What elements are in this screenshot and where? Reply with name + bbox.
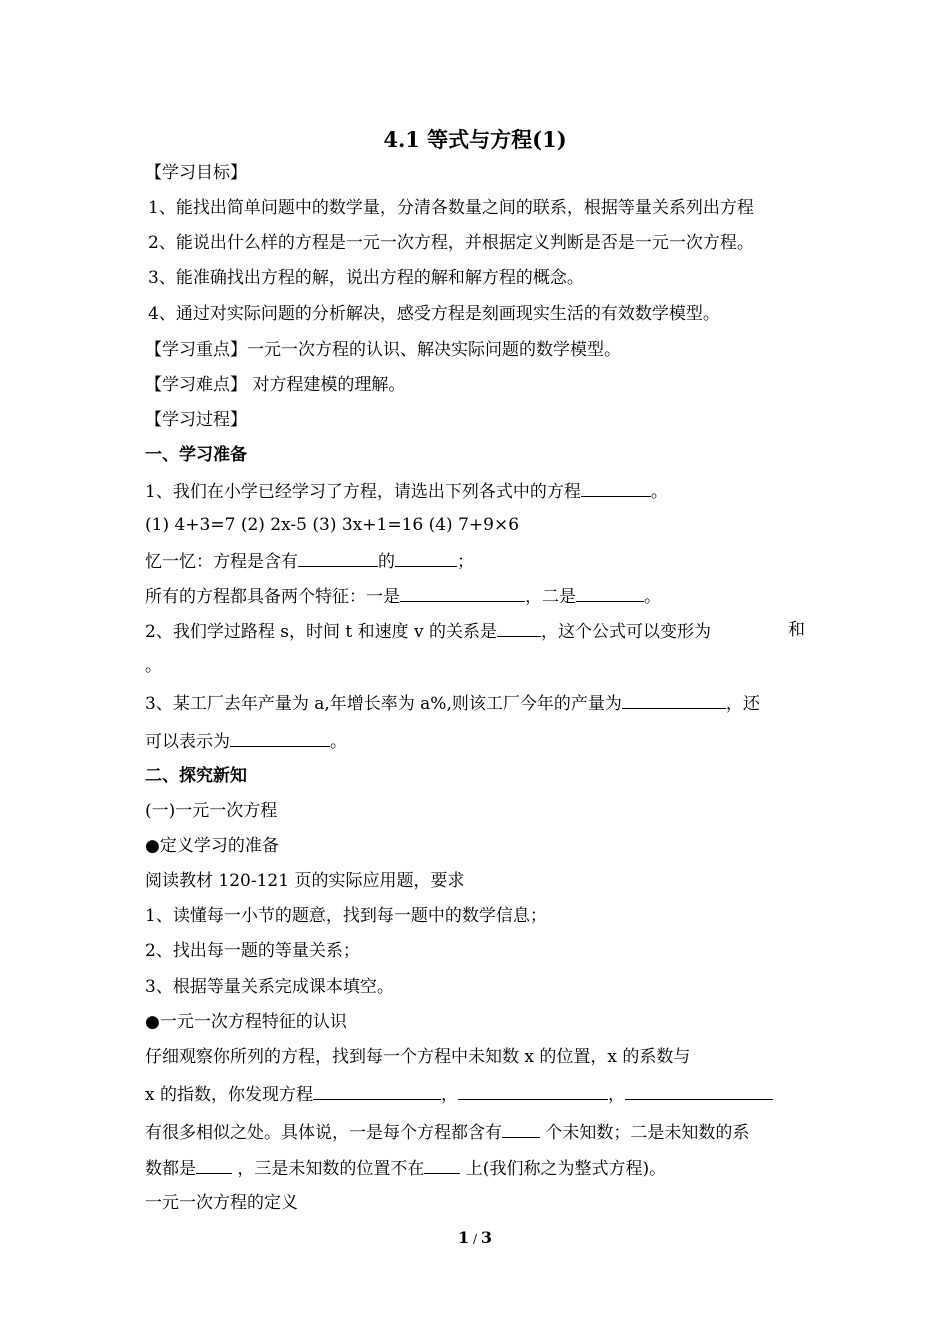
answer-blank[interactable] xyxy=(576,583,644,602)
answer-blank[interactable] xyxy=(395,548,457,567)
bullet-features: ●一元一次方程特征的认识 xyxy=(145,1012,347,1032)
section2-heading: 二、探究新知 xyxy=(145,766,247,786)
step-3: 3、根据等量关系完成课本填空。 xyxy=(145,977,394,997)
objectives-heading: 【学习目标】 xyxy=(145,163,247,183)
objective-1: 1、能找出简单问题中的数学量，分清各数量之间的联系，根据等量关系列出方程 xyxy=(148,198,754,218)
answer-blank[interactable] xyxy=(313,1081,441,1100)
question-2-end: 。 xyxy=(145,656,162,676)
question-3: 3、某工厂去年产量为 a,年增长率为 a%,则该工厂今年的产量为 ，还 xyxy=(145,690,810,716)
key-point: 【学习重点】一元一次方程的认识、解决实际问题的数学模型。 xyxy=(145,340,621,360)
answer-blank[interactable] xyxy=(625,1081,773,1100)
question-1-text: 1、我们在小学已经学习了方程，请选出下列各式中的方程 xyxy=(145,482,581,502)
answer-blank[interactable] xyxy=(196,1155,232,1174)
recall-line: 忆一忆：方程是含有 的 ； xyxy=(145,548,810,574)
answer-blank[interactable] xyxy=(497,618,541,637)
similar-line: 有很多相似之处。具体说，一是每个方程都含有 个未知数；二是未知数的系 xyxy=(145,1119,810,1145)
question-1: 1、我们在小学已经学习了方程，请选出下列各式中的方程 。 xyxy=(145,478,810,504)
question-1-options: (1) 4+3=7 (2) 2x-5 (3) 3x+1=16 (4) 7+9×6 xyxy=(145,515,520,535)
step-1: 1、读懂每一小节的题意，找到每一题中的数学信息； xyxy=(145,906,547,926)
bullet-definition-prep: ●定义学习的准备 xyxy=(145,836,279,856)
answer-blank[interactable] xyxy=(298,548,378,567)
objective-2: 2、能说出什么样的方程是一元一次方程，并根据定义判断是否是一元一次方程。 xyxy=(148,233,754,253)
section1-heading: 一、学习准备 xyxy=(145,445,247,465)
answer-blank[interactable] xyxy=(581,478,651,497)
objective-4: 4、通过对实际问题的分析解决，感受方程是刻画现实生活的有效数学模型。 xyxy=(148,304,720,324)
answer-blank[interactable] xyxy=(622,690,726,709)
answer-blank[interactable] xyxy=(424,1155,460,1174)
answer-blank[interactable] xyxy=(502,1119,540,1138)
step-2: 2、找出每一题的等量关系； xyxy=(145,941,360,961)
difficulty: 【学习难点】 对方程建模的理解。 xyxy=(145,375,406,395)
objective-3: 3、能准确找出方程的解，说出方程的解和解方程的概念。 xyxy=(148,268,584,288)
answer-blank[interactable] xyxy=(458,1081,608,1100)
features-line: 所有的方程都具备两个特征：一是 ，二是 。 xyxy=(145,583,810,609)
question-2-and: 和 xyxy=(788,620,805,640)
reading-task: 阅读教材 120-121 页的实际应用题，要求 xyxy=(145,871,465,891)
page-number: 1 / 3 xyxy=(458,1228,492,1247)
question-2: 2、我们学过路程 s，时间 t 和速度 v 的关系是 ，这个公式可以变形为 和 xyxy=(145,620,805,642)
index-line: x 的指数，你发现方程 ， ， xyxy=(145,1081,810,1107)
answer-blank[interactable] xyxy=(400,583,525,602)
question-3-cont: 可以表示为 。 xyxy=(145,728,810,754)
subsection-1: (一)一元一次方程 xyxy=(145,801,278,821)
process-heading: 【学习过程】 xyxy=(145,410,247,430)
observe-line: 仔细观察你所列的方程，找到每一个方程中未知数 x 的位置，x 的系数与 xyxy=(145,1047,691,1067)
definition-heading: 一元一次方程的定义 xyxy=(145,1193,298,1213)
document-title: 4.1 等式与方程(1) xyxy=(383,127,567,152)
answer-blank[interactable] xyxy=(230,728,330,747)
coefficient-line: 数都是 ，三是未知数的位置不在 上(我们称之为整式方程)。 xyxy=(145,1155,810,1181)
